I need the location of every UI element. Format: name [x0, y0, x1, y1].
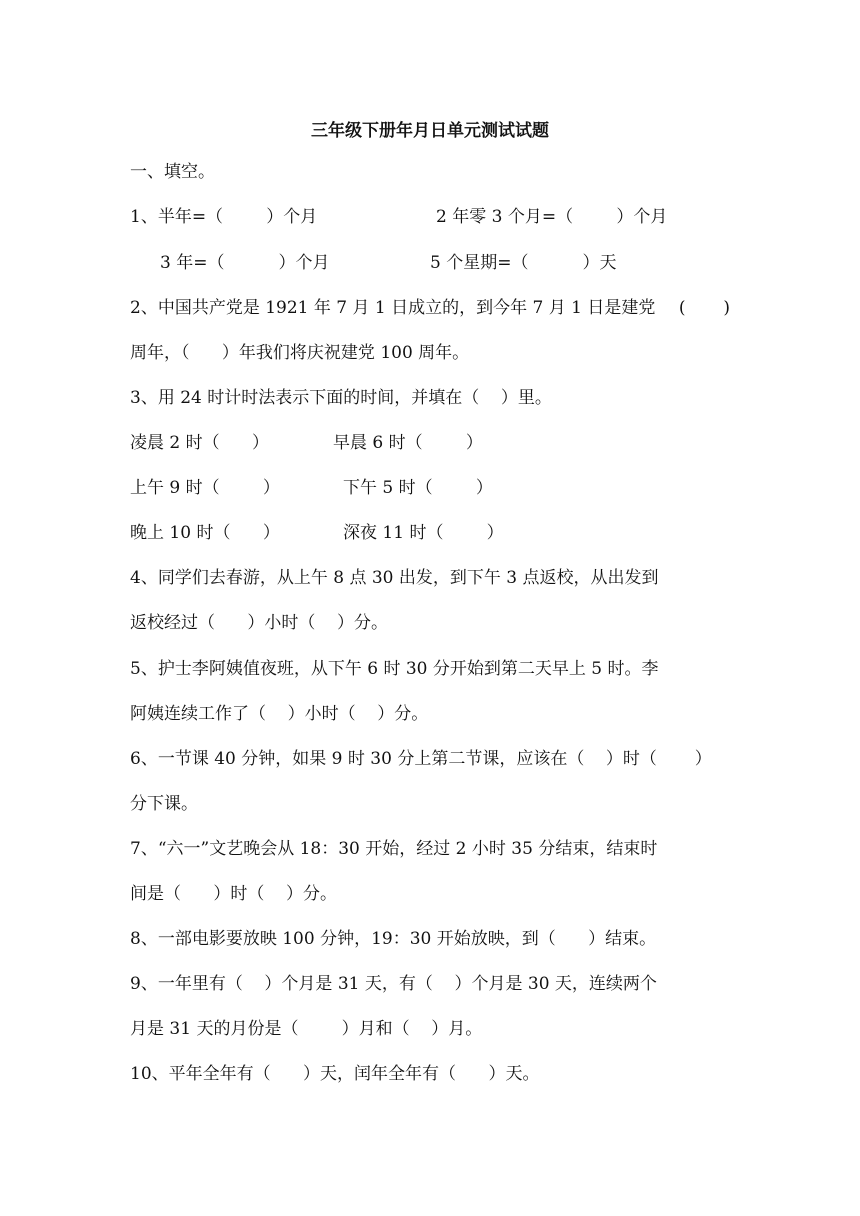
question-2-text: 2、中国共产党是 1921 年 7 月 1 日成立的，到今年 7 月 1 日是建党	[130, 298, 656, 318]
question-1a: 1、半年=（ ）个月	[130, 207, 318, 227]
question-1d: 5 个星期=（ ）天	[430, 253, 617, 273]
page-title: 三年级下册年月日单元测试试题	[311, 121, 549, 141]
question-3a: 凌晨 2 时（ ）	[130, 433, 270, 453]
question-3d: 下午 5 时（ ）	[343, 478, 493, 498]
question-7-line2: 间是（ ）时（ ）分。	[130, 884, 338, 904]
question-5-line1: 5、护士李阿姨值夜班，从下午 6 时 30 分开始到第二天早上 5 时。李	[130, 659, 659, 679]
question-5-line2: 阿姨连续工作了（ ）小时（ ）分。	[130, 704, 429, 724]
question-8: 8、一部电影要放映 100 分钟，19：30 开始放映，到（ ）结束。	[130, 929, 657, 949]
question-2-line2: 周年，（ ）年我们将庆祝建党 100 周年。	[130, 343, 470, 363]
question-6-line1: 6、一节课 40 分钟，如果 9 时 30 分上第二节课，应该在（ ）时（ ）	[130, 749, 712, 769]
question-3: 3、用 24 时计时法表示下面的时间，并填在（ ）里。	[130, 388, 552, 408]
question-10: 10、平年全年有（ ）天，闰年全年有（ ）天。	[130, 1064, 540, 1084]
question-9-line1: 9、一年里有（ ）个月是 31 天，有（ ）个月是 30 天，连续两个	[130, 974, 657, 994]
question-3c: 上午 9 时（ ）	[130, 478, 280, 498]
question-3b: 早晨 6 时（ ）	[333, 433, 483, 453]
question-7-line1: 7、“六一”文艺晚会从 18：30 开始，经过 2 小时 35 分结束，结束时	[130, 839, 658, 859]
question-1b: 2 年零 3 个月=（ ）个月	[436, 207, 668, 227]
question-3f: 深夜 11 时（ ）	[343, 523, 504, 543]
question-3e: 晚上 10 时（ ）	[130, 523, 280, 543]
question-4-line2: 返校经过（ ）小时（ ）分。	[130, 613, 389, 633]
section-heading: 一、填空。	[130, 162, 215, 182]
question-2-blank: ( )	[678, 298, 730, 318]
question-4-line1: 4、同学们去春游，从上午 8 点 30 出发，到下午 3 点返校，从出发到	[130, 568, 659, 588]
question-1c: 3 年=（ ）个月	[160, 253, 330, 273]
question-6-line2: 分下课。	[130, 794, 198, 814]
question-9-line2: 月是 31 天的月份是（ ）月和（ ）月。	[130, 1019, 483, 1039]
question-2-line1	[130, 296, 730, 320]
